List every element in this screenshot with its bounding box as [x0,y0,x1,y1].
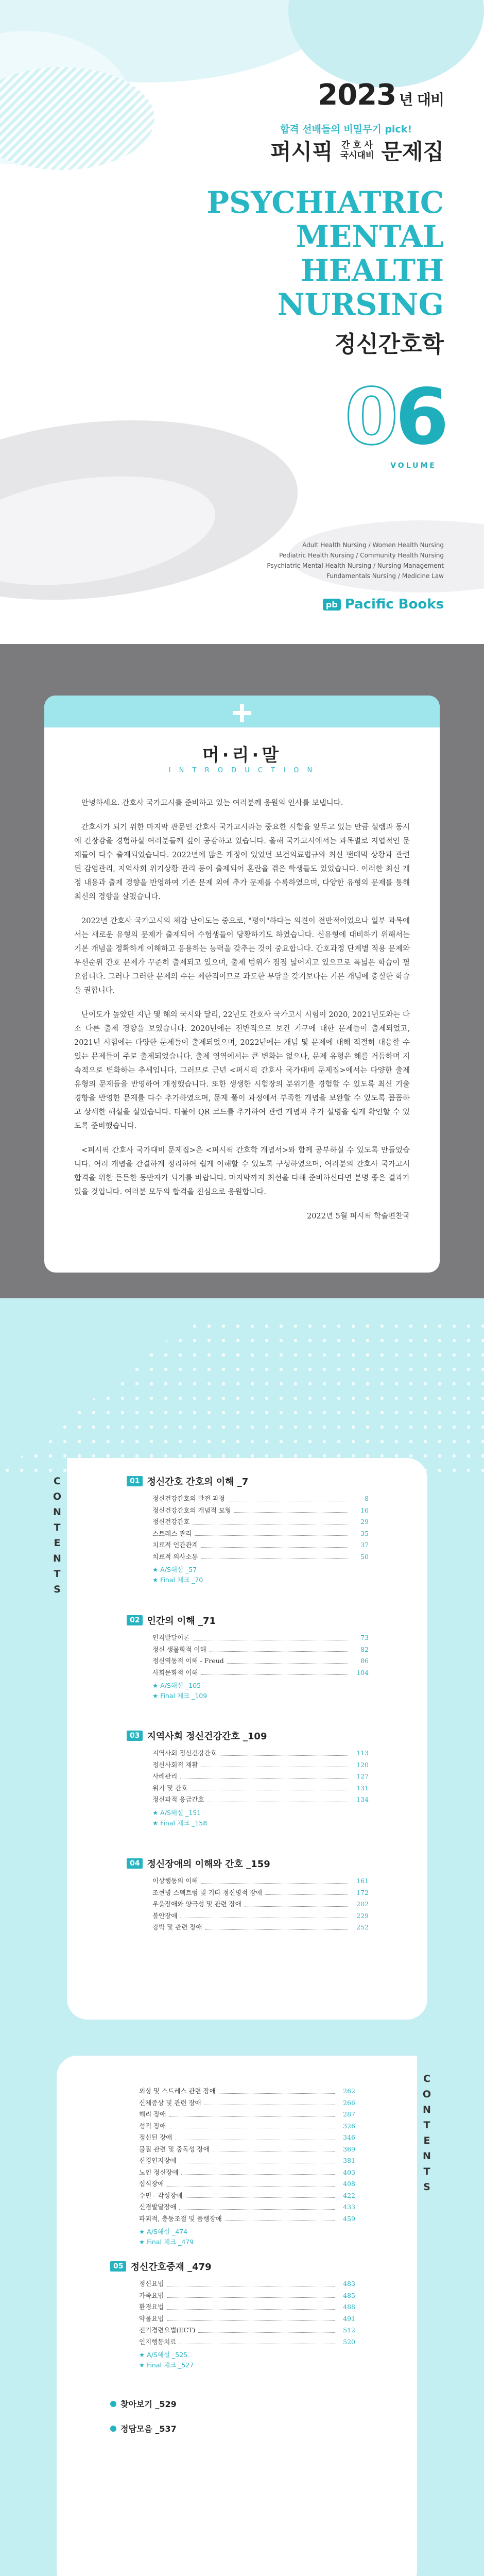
toc-extra[interactable]: ★ A/S해설 _474 [139,2228,188,2235]
toc-extra[interactable]: ★ A/S해설 _151 [152,1808,201,1817]
toc-item[interactable]: 인지행동치료 520 [139,2336,355,2348]
chapter-heading[interactable] [127,1857,270,1870]
preface-title: 머·리·말 [202,745,282,766]
contents-section [0,1298,484,2576]
toc-item[interactable]: 정신된 장애 346 [139,2132,355,2144]
toc-extra[interactable]: ★ A/S해설 _105 [152,1682,201,1689]
toc-item[interactable]: 파괴적, 충동조절 및 품행장애 459 [139,2213,355,2225]
edition-year: 2023 년 대비 [318,78,444,112]
chapter-number: 04 [127,1858,143,1869]
toc-item[interactable]: 위기 및 간호 131 [152,1783,369,1794]
toc-item[interactable]: 정신건강간호 29 [152,1516,369,1528]
toc-extra[interactable]: ★ A/S해설 _57 [152,1566,197,1573]
toc-item[interactable]: 수면 - 각성장애 422 [139,2190,355,2202]
chapter-title: 정신간호중재 _479 [130,2262,212,2273]
toc-list [139,2086,355,2247]
english-title: PSYCHIATRIC MENTAL HEALTH NURSING [206,185,444,322]
cover-slogan: 합격 선배들의 비밀무기 pick! [280,124,412,135]
toc-item[interactable]: 조현병 스펙트럼 및 기타 정신병적 장애 172 [152,1887,369,1899]
toc-list [152,1875,369,1934]
brand-row [270,135,444,166]
toc-item[interactable]: 외상 및 스트레스 관련 장애 262 [139,2086,355,2097]
series-list: Adult Health Nursing / Women Health Nursing Pediatric Health Nursing / Community Health Nursing Psychiatric Mental Health Nursing / Nursing Management Fundamentals Nursing / Medicine Law [267,541,444,580]
appendix-answers[interactable]: 정답모음 _537 [110,2422,177,2434]
preface-paragraph: 난이도가 높았던 지난 몇 해의 국시와 달리, 22년도 간호사 국가고시 시험이 2020, 2021년도와는 다소 다른 출제 경향을 보였습니다. 2020년에는 전반적으로 보건 기구에 대한 문제들이 출제되었고, 2021년 시험에는 다양한 문제들이 출제되었으며, 2022년에는 개념 및 문제에 대해 적절히 대응할 수 있는 문제들이 주로 출제되었습니다. 출제 영역에서는 큰 변화는 없으나, 문제 유형은 해를 거듭하며 지속적으로 변화하는 추세입니다. 그러므로 근년 <퍼시픽 간호사 국가대비 문제집>에서는 다양한 출제 유형의 문제들을 반영하여 개정했습니다. 또한 생생한 시험장의 분위기를 경험할 수 있도록 최신 기출 경향을 반영한 문제를 다수 추가하였으며, 문제 풀이 과정에서 부족한 개념을 보완할 수 있도록 꼼꼼하고 상세한 해설을 실었습니다. 더불어 QR 코드를 추가하여 관련 개념과 추가 설명을 쉽게 확인할 수 있도록 준비했습니다. [74,1011,410,1130]
toc-item[interactable]: 스트레스 관리 35 [152,1528,369,1540]
preface-signature: 2022년 5월 퍼시픽 학술편찬국 [306,1212,410,1221]
chapter-title: 지역사회 정신건강간호 _109 [147,1731,267,1742]
toc-extra[interactable]: ★ Final 체크 _109 [152,1692,208,1700]
preface-subtitle: I N T R O D U C T I O N [168,767,316,774]
chapter-number: 02 [127,1615,143,1625]
toc-item[interactable]: 정신과적 응급간호 134 [152,1794,369,1806]
toc-item[interactable]: 가족요법 485 [139,2290,355,2302]
toc-item[interactable]: 노인 정신장애 403 [139,2167,355,2179]
toc-item[interactable]: 성적 장애 326 [139,2121,355,2132]
toc-item[interactable]: 전기경련요법(ECT) 512 [139,2325,355,2336]
toc-item[interactable]: 강박 및 관련 장애 252 [152,1922,369,1934]
toc-list [152,1632,369,1701]
toc-item[interactable]: 인격발달이론 73 [152,1632,369,1644]
pin-icon [110,2426,116,2432]
appendix-index[interactable]: 찾아보기 _529 [110,2398,177,2410]
cover-blob-stripe [0,67,154,170]
toc-item[interactable]: 물질 관련 및 중독성 장애 369 [139,2144,355,2156]
toc-extra[interactable]: ★ Final 체크 _70 [152,1576,203,1584]
preface-paragraph: 간호사가 되기 위한 마지막 관문인 간호사 국가고시라는 중요한 시험을 앞두고 있는 만큼 설렘과 동시에 긴장감을 경험하실 여러분들께 깊이 공감하고 있습니다. 올해 국가고시에서는 과목별로 지엽적인 문제들이 다수 출제되었습니다. 2022년에 많은 개정이 있었던 보건의료법규와 최신 팬데믹 상황과 관련된 감염관리, 지역사회 위기상황 관리 등이 출제되어 혼란을 겪은 학생들도 있었습니다. 이러한 최신 개정 내용과 출제 경향을 반영하여 기존 문제 외에 추가 문제를 수록하였으며, 다양한 유형의 문제를 통해 최신의 경향을 살폈습니다. [74,823,410,901]
toc-item[interactable]: 우울장애와 양극성 및 관련 장애 202 [152,1899,369,1910]
toc-item[interactable]: 치료적 인간관계 37 [152,1539,369,1551]
toc-item[interactable]: 지역사회 정신건강간호 113 [152,1748,369,1759]
publisher-logo-mark: pb [323,599,341,611]
chapter-heading[interactable] [127,1475,248,1488]
brand-subtitle: 간 호 사 국시대비 [340,140,374,161]
toc-item[interactable]: 섭식장애 408 [139,2178,355,2190]
toc-item[interactable]: 정신역동적 이해 - Freud 86 [152,1655,369,1667]
preface-card [44,696,440,1273]
brand-title: 문제집 [381,139,444,164]
toc-item[interactable]: 정신건강간호의 발전 과정 8 [152,1493,369,1505]
toc-item[interactable]: 정신 생물학적 이해 82 [152,1644,369,1656]
pin-icon [110,2401,116,2407]
contents-word-right: C O N T E N T S [422,2073,431,2193]
plus-icon [230,701,254,725]
chapter-title: 정신간호 간호의 이해 _7 [147,1477,249,1487]
preface-body [74,796,410,1234]
toc-item[interactable]: 불안장애 229 [152,1910,369,1922]
toc-item[interactable]: 신경발달장애 433 [139,2201,355,2213]
contents-word-left: C O N T E N T S [53,1476,62,1595]
volume-number: 06 [344,372,446,462]
publisher-logo [323,597,444,612]
volume-label: VOLUME [390,462,437,470]
toc-list [139,2278,355,2370]
cover-blob-right [288,0,484,88]
chapter-number: 01 [127,1476,143,1486]
toc-extra[interactable]: ★ Final 체크 _527 [139,2361,194,2369]
toc-item[interactable]: 신경인지장애 381 [139,2155,355,2167]
preface-paragraph: <퍼시픽 간호사 국가대비 문제집>은 <퍼시픽 간호학 개념서>와 함께 공부하실 수 있도록 만들었습니다. 여러 개념을 간결하게 정리하여 쉽게 이해할 수 있도록 구성하였으며, 여러분의 간호사 국가고시 합격을 위한 든든한 동반자가 되기를 바랍니다. 마지막까지 최선을 다해 준비하신다면 분명 좋은 결과가 있을 것입니다. 여러분 모두의 합격을 진심으로 응원합니다. [74,1146,410,1196]
book-cover [0,0,484,644]
toc-item[interactable]: 환경요법 488 [139,2301,355,2313]
toc-item[interactable]: 정신건강간호의 개념적 모형 16 [152,1505,369,1517]
chapter-title: 정신장애의 이해와 간호 _159 [147,1859,270,1870]
chapter-heading[interactable] [110,2260,212,2273]
toc-item[interactable]: 이상행동의 이해 161 [152,1875,369,1887]
toc-item[interactable]: 약물요법 491 [139,2313,355,2325]
chapter-heading[interactable] [127,1614,216,1627]
toc-extra[interactable]: ★ Final 체크 _158 [152,1819,208,1827]
toc-item[interactable]: 정신요법 483 [139,2278,355,2290]
chapter-number: 03 [127,1731,143,1741]
toc-list [152,1493,369,1585]
toc-list [152,1748,369,1828]
toc-item[interactable]: 해리 장애 287 [139,2109,355,2121]
toc-item[interactable]: 신체증상 및 관련 장애 266 [139,2097,355,2109]
toc-item[interactable]: 사회문화적 이해 104 [152,1667,369,1679]
dot-pattern [0,1319,484,1473]
toc-item[interactable]: 치료적 의사소통 50 [152,1551,369,1563]
toc-extra[interactable]: ★ Final 체크 _479 [139,2238,194,2246]
preface-section [0,644,484,1298]
preface-paragraph: 2022년 간호사 국가고시의 체감 난이도는 중으로, "평이"하다는 의견이 전반적이었으나 일부 과목에서는 새로운 유형의 문제가 출제되어 수험생들이 당황하기도 하였습니다. 신유형에 대비하기 위해서는 기본 개념을 정확하게 이해하고 응용하는 능력을 갖추는 것이 중요합니다. 간호과정 단계별 적용 문제와 우선순위 간호 문제가 꾸준히 출제되고 있으며, 출제 범위가 점점 넓어지고 있으므로 폭넓은 학습이 필요합니다. 그러나 그러한 문제의 수는 제한적이므로 과도한 부담을 갖기보다는 기본 개념에 충실한 학습을 권합니다. [74,917,410,995]
brand-name: 퍼시픽 [270,139,333,164]
preface-paragraph: 안녕하세요. 간호사 국가고시를 준비하고 있는 여러분께 응원의 인사를 보냅니다. [81,799,343,807]
chapter-heading[interactable] [127,1729,267,1742]
toc-extra[interactable]: ★ A/S해설 _525 [139,2351,188,2359]
toc-item[interactable]: 정신사회적 재활 120 [152,1759,369,1771]
chapter-number: 05 [110,2261,126,2272]
toc-item[interactable]: 사례관리 127 [152,1771,369,1783]
publisher-name: Pacific Books [344,597,444,612]
chapter-title: 인간의 이해 _71 [147,1616,216,1626]
korean-title: 정신간호학 [334,331,444,358]
